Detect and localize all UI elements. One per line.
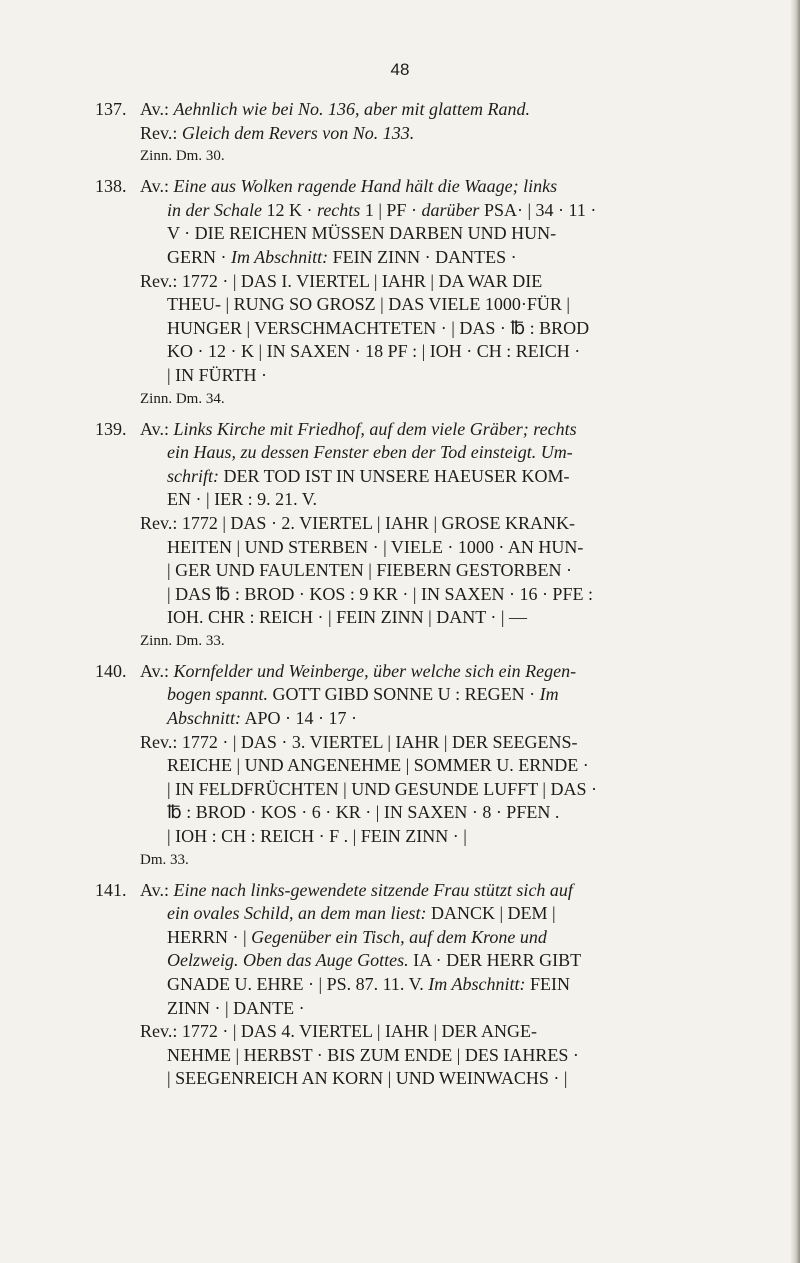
entry-number: 137. bbox=[95, 99, 127, 119]
entry-number: 138. bbox=[95, 176, 127, 197]
entry-text-line: in der Schale 12 K · rechts 1 | PF · darüber PSA· | 34 · 11 · bbox=[167, 199, 597, 220]
entry-text-line: KO · 12 · K | IN SAXEN · 18 PF : | IOH · CH : REICH · bbox=[167, 341, 581, 362]
entry-text-line: | DAS ℔ : BROD · KOS : 9 KR · | IN SAXEN · 16 · PFE : bbox=[167, 583, 593, 604]
entry-text-line: EN · | IER : 9. 21. V. bbox=[167, 489, 317, 510]
entry-text-line: NEHME | HERBST · BIS ZUM ENDE | DES IAHRES · bbox=[167, 1044, 579, 1065]
entry-text-line: | IN FÜRTH · bbox=[167, 364, 268, 385]
entry-text-line: Rev.: 1772 · | DAS I. VIERTEL | IAHR | DA WAR DIE bbox=[140, 270, 543, 291]
entry-text-line: Rev.: Gleich dem Revers von No. 133. bbox=[140, 122, 415, 143]
catalog-entries bbox=[95, 98, 735, 1099]
entry-text-line: THEU- | RUNG SO GROSZ | DAS VIELE 1000·FÜR | bbox=[167, 294, 570, 315]
entry-text-line: Oelzweig. Oben das Auge Gottes. IA · DER HERR GIBT bbox=[167, 950, 582, 971]
catalog-entry bbox=[95, 418, 735, 652]
page-edge-shadow bbox=[790, 0, 800, 1263]
catalog-entry bbox=[95, 879, 735, 1091]
entry-text-line: Av.: Aehnlich wie bei No. 136, aber mit glattem Rand. bbox=[140, 99, 530, 119]
entry-text-line: | SEEGENREICH AN KORN | UND WEINWACHS · | bbox=[167, 1068, 568, 1089]
entry-text-line: GERN · Im Abschnitt: FEIN ZINN · DANTES · bbox=[167, 246, 517, 267]
catalog-entry bbox=[95, 175, 735, 409]
entry-text-line: IOH. CHR : REICH · | FEIN ZINN | DANT · | — bbox=[167, 607, 527, 628]
entry-text-line: ein Haus, zu dessen Fenster eben der Tod einsteigt. Um- bbox=[167, 442, 573, 463]
entry-text-line: HUNGER | VERSCHMACHTETEN · | DAS · ℔ : BROD bbox=[167, 317, 590, 338]
entry-text-line: ein ovales Schild, an dem man liest: DANCK | DEM | bbox=[167, 903, 556, 924]
entry-text-line: Rev.: 1772 · | DAS 4. VIERTEL | IAHR | DER ANGE- bbox=[140, 1021, 538, 1042]
entry-material-line: Zinn. Dm. 33. bbox=[140, 632, 225, 649]
entry-number: 141. bbox=[95, 879, 127, 900]
entry-text-line: GNADE U. EHRE · | PS. 87. 11. V. Im Abschnitt: FEIN bbox=[167, 974, 570, 994]
entry-number: 139. bbox=[95, 418, 127, 439]
entry-text-line: HERRN · | Gegenüber ein Tisch, auf dem Krone und bbox=[167, 926, 547, 947]
page-number: 48 bbox=[390, 60, 410, 79]
entry-text-line: ℔ : BROD · KOS · 6 · KR · | IN SAXEN · 8 · PFEN . bbox=[167, 802, 560, 823]
entry-material-line: Zinn. Dm. 30. bbox=[140, 148, 225, 165]
entry-text-line: Abschnitt: APO · 14 · 17 · bbox=[167, 708, 357, 729]
entry-text-line: | IOH : CH : REICH · F . | FEIN ZINN · | bbox=[167, 826, 467, 847]
entry-text-line: V · DIE REICHEN MÜSSEN DARBEN UND HUN- bbox=[167, 223, 557, 244]
entry-text-line: | IN FELDFRÜCHTEN | UND GESUNDE LUFFT | DAS · bbox=[167, 778, 597, 799]
entry-text-line: schrift: DER TOD IST IN UNSERE HAEUSER KOM- bbox=[167, 465, 570, 486]
entry-material-line: Dm. 33. bbox=[140, 851, 189, 868]
catalog-entry bbox=[95, 98, 735, 167]
entry-number: 140. bbox=[95, 660, 127, 681]
entry-text-line: Av.: Links Kirche mit Friedhof, auf dem viele Gräber; rechts bbox=[140, 418, 577, 439]
catalog-entry bbox=[95, 660, 735, 871]
entry-text-line: | GER UND FAULENTEN | FIEBERN GESTORBEN · bbox=[167, 560, 573, 581]
entry-text-line: ZINN · | DANTE · bbox=[167, 997, 305, 1018]
entry-text-line: Av.: Kornfelder und Weinberge, über welche sich ein Regen- bbox=[140, 660, 577, 681]
entry-text-line: REICHE | UND ANGENEHME | SOMMER U. ERNDE · bbox=[167, 755, 589, 776]
entry-text-line: Av.: Eine nach links-gewendete sitzende Frau stützt sich auf bbox=[140, 879, 573, 900]
entry-text-line: Rev.: 1772 · | DAS · 3. VIERTEL | IAHR | DER SEEGENS- bbox=[140, 731, 578, 752]
entry-text-line: bogen spannt. GOTT GIBD SONNE U : REGEN · Im bbox=[167, 684, 559, 705]
entry-text-line: Av.: Eine aus Wolken ragende Hand hält die Waage; links bbox=[140, 176, 558, 197]
entry-material-line: Zinn. Dm. 34. bbox=[140, 390, 225, 407]
entry-text-line: HEITEN | UND STERBEN · | VIELE · 1000 · AN HUN- bbox=[167, 536, 584, 557]
entry-text-line: Rev.: 1772 | DAS · 2. VIERTEL | IAHR | GROSE KRANK- bbox=[140, 512, 576, 533]
